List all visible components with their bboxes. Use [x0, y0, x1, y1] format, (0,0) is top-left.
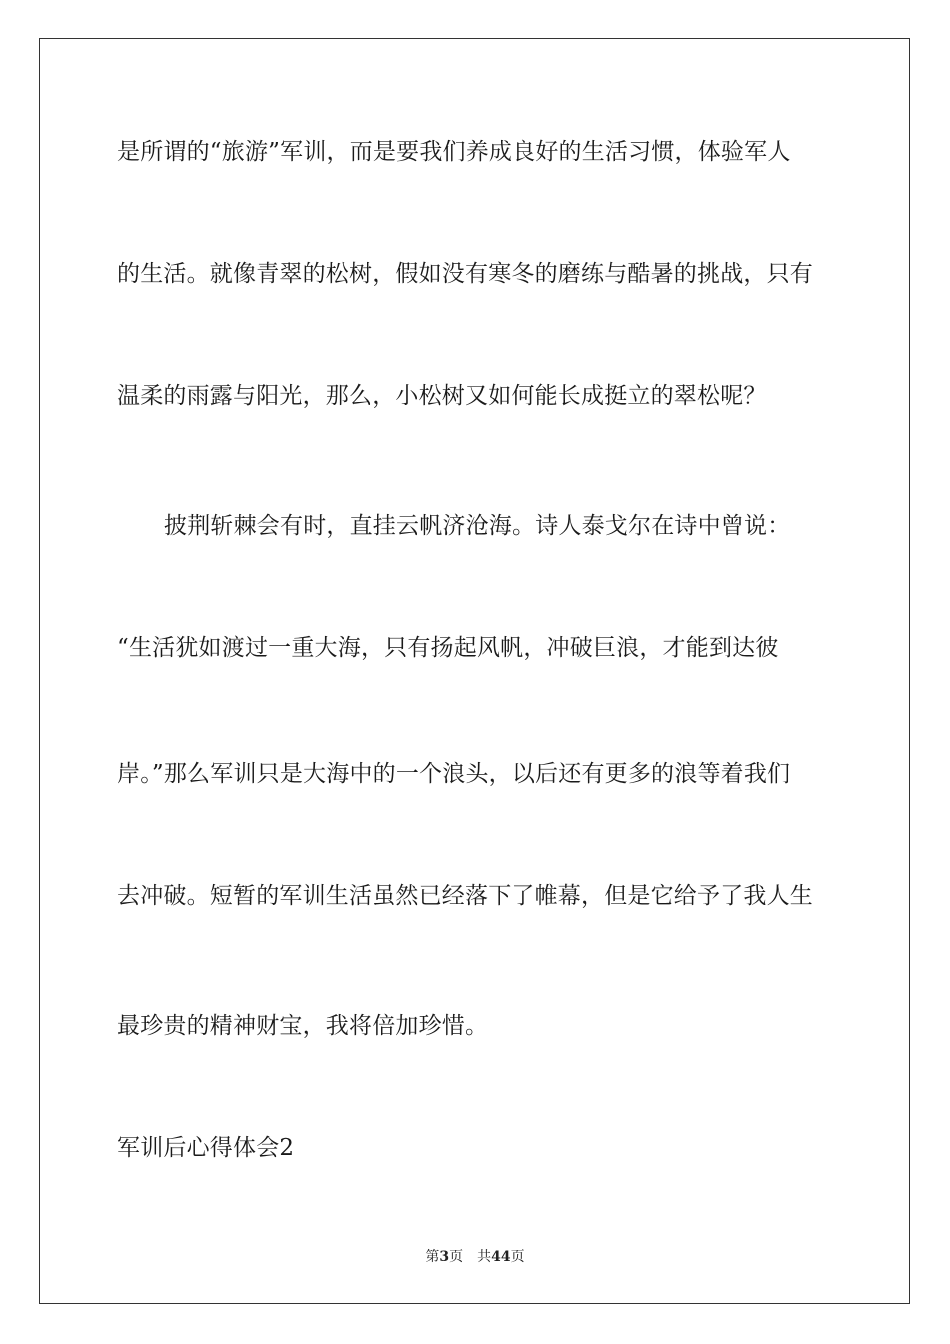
page-footer	[0, 1248, 950, 1266]
total-suffix: 页	[510, 1249, 525, 1265]
body-text-line: 最珍贵的精神财宝，我将倍加珍惜。	[117, 1013, 489, 1039]
page-number: 3	[439, 1249, 450, 1265]
body-text-line: 是所谓的“旅游”军训，而是要我们养成良好的生活习惯，体验军人	[117, 139, 791, 165]
body-text-line: 温柔的雨露与阳光，那么，小松树又如何能长成挺立的翠松呢？	[117, 383, 767, 409]
body-text-line: 岸。”那么军训只是大海中的一个浪头，以后还有更多的浪等着我们	[117, 761, 791, 787]
body-text-line: “生活犹如渡过一重大海，只有扬起风帆，冲破巨浪，才能到达彼	[117, 635, 779, 661]
page-suffix: 页	[449, 1249, 464, 1265]
page-prefix: 第	[425, 1249, 440, 1265]
total-pages: 44	[491, 1249, 511, 1265]
paragraph-first-line: 披荆斩棘会有时，直挂云帆济沧海。诗人泰戈尔在诗中曾说：	[164, 513, 791, 539]
section-heading: 军训后心得体会2	[117, 1135, 295, 1161]
body-text-line: 去冲破。短暂的军训生活虽然已经落下了帷幕，但是它给予了我人生	[117, 883, 813, 909]
total-prefix: 共	[477, 1249, 492, 1265]
page-border	[39, 38, 910, 1304]
body-text-line: 的生活。就像青翠的松树，假如没有寒冬的磨练与酷暑的挑战，只有	[117, 261, 813, 287]
